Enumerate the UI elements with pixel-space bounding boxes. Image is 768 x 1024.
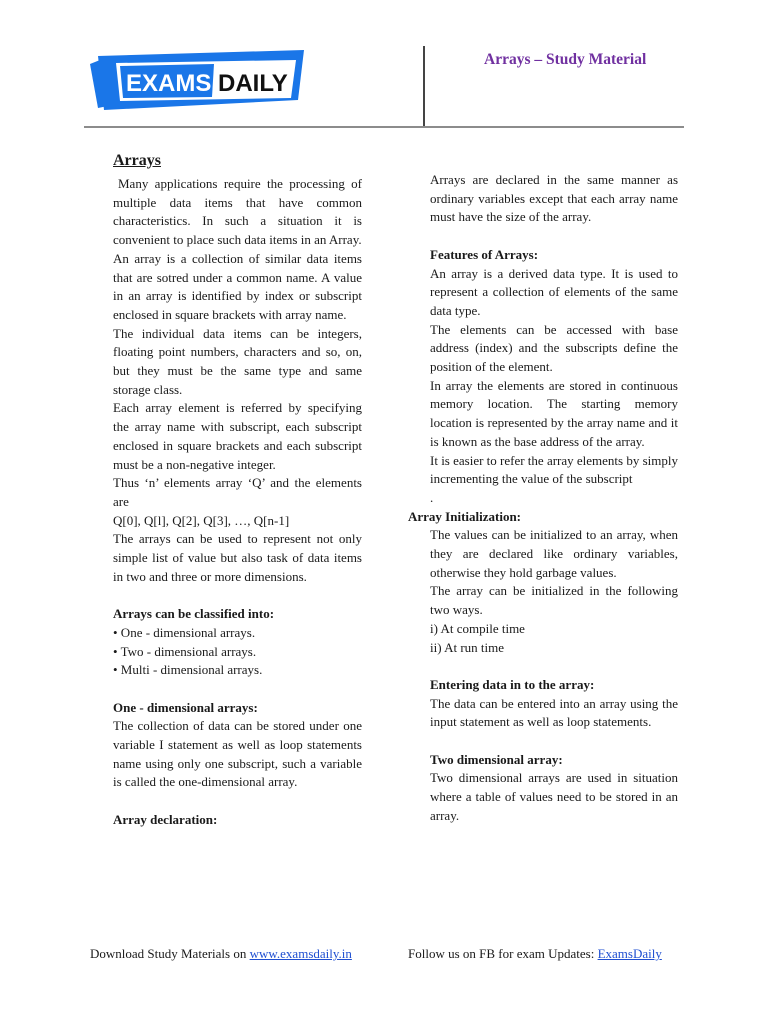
initialization-paragraph: The array can be initialized in the following two ways.: [430, 583, 678, 618]
examsdaily-logo: [90, 48, 312, 114]
data-items-paragraph: The individual data items can be integers, floating point numbers, characters and so, on, but they must be the same type and same storage class.: [113, 325, 362, 397]
one-dim-paragraph: The collection of data can be stored under one variable I statement as well as loop statements name using only one subscript, such a variable is called the one-dimensional array.: [113, 718, 362, 790]
n-elements-paragraph: Thus ‘n’ elements array ‘Q’ and the elements are: [113, 475, 362, 509]
two-dim-heading: Two dimensional array:: [430, 751, 563, 767]
classified-item: • Two - dimensional arrays.: [113, 643, 257, 659]
document-title: Arrays – Study Material: [484, 51, 647, 68]
dimensions-paragraph: The arrays can be used to represent not only simple list of value but also task of data items in two and three or more dimensions.: [113, 531, 362, 584]
section-title: Arrays: [113, 152, 161, 169]
definition-paragraph: An array is a collection of similar data items that are sotred under a common name. A value in an array is identified by index or subscript enclosed in square brackets with array name.: [113, 250, 362, 322]
entering-heading: Entering data in to the array:: [430, 676, 595, 692]
declaration-heading: Array declaration:: [113, 811, 218, 827]
entering-paragraph: The data can be entered into an array using the input statement as well as loop statements.: [430, 695, 678, 730]
features-paragraph: It is easier to refer the array elements by simply incrementing the value of the subscript: [430, 452, 678, 487]
logo-word-exams: EXAMS: [126, 70, 212, 97]
features-paragraph: An array is a derived data type. It is used to represent a collection of elements of the same data type.: [430, 265, 678, 318]
website-link[interactable]: www.examsdaily.in: [249, 946, 352, 961]
header-divider-horizontal: [84, 126, 684, 128]
two-dim-paragraph: Two dimensional arrays are used in situation where a table of values need to be stored in an array.: [430, 770, 678, 823]
right-column: [408, 171, 678, 826]
footer-follow: [408, 945, 662, 964]
one-dim-heading: One - dimensional arrays:: [113, 699, 258, 715]
footer-follow-text: Follow us on FB for exam Updates:: [408, 946, 598, 961]
left-column: [113, 175, 362, 830]
stray-dot: .: [430, 489, 434, 505]
classified-item: • Multi - dimensional arrays.: [113, 662, 263, 678]
element-reference-paragraph: Each array element is referred by specifying the array name with subscript, each subscript enclosed in square brackets and each subscript must be a non-negative integer.: [113, 400, 362, 472]
initialization-way: i) At compile time: [430, 620, 525, 636]
header-divider-vertical: [423, 46, 425, 126]
features-heading: Features of Arrays:: [430, 246, 539, 262]
declaration-paragraph: Arrays are declared in the same manner as ordinary variables except that each array name must have the size of the array.: [430, 172, 678, 225]
classified-item: • One - dimensional arrays.: [113, 624, 256, 640]
initialization-paragraph: The values can be initialized to an array, when they are declared like ordinary variables, otherwise they hold garbage values.: [430, 527, 678, 580]
initialization-heading: Array Initialization:: [408, 508, 522, 524]
features-paragraph: The elements can be accessed with base address (index) and the subscripts define the position of the element.: [430, 321, 678, 375]
footer-download: [90, 945, 352, 964]
initialization-way: ii) At run time: [430, 639, 505, 655]
facebook-link[interactable]: ExamsDaily: [597, 946, 662, 961]
features-paragraph: In array the elements are stored in continuous memory location. The starting memory location is represented by the array name and it is known as the base address of the array.: [430, 377, 678, 449]
intro-paragraph: Many applications require the processing of multiple data items that have common characteristics. In such a situation it is convenient to place such data items in an Array.: [113, 176, 362, 248]
logo-word-daily: DAILY: [218, 70, 288, 97]
footer-download-text: Download Study Materials on: [90, 946, 250, 961]
classified-heading: Arrays can be classified into:: [113, 606, 275, 622]
elements-list: Q[0], Q[l], Q[2], Q[3], …, Q[n-1]: [113, 512, 290, 528]
